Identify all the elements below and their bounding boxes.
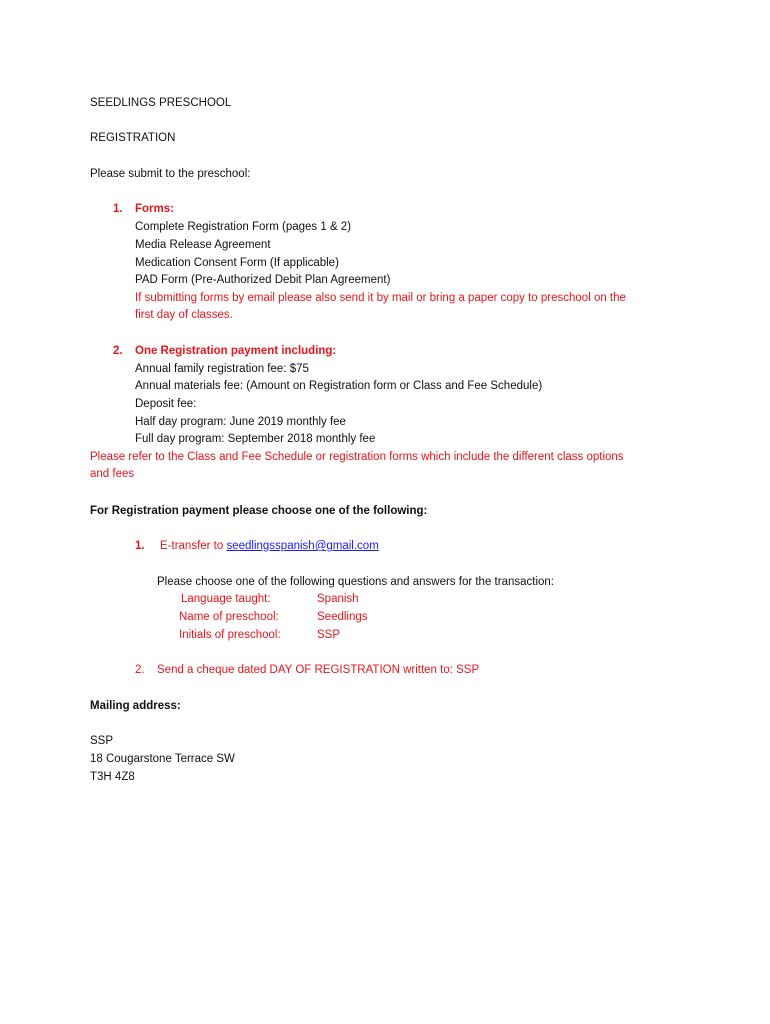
qa-answer: SSP	[317, 629, 341, 641]
email-link[interactable]: seedlingsspanish@gmail.com	[226, 540, 379, 552]
mailing-heading: Mailing address:	[90, 700, 181, 712]
payment-heading: For Registration payment please choose one of the following:	[90, 505, 428, 517]
school-name: SEEDLINGS PRESCHOOL	[90, 97, 232, 109]
qa-question: Language taught:	[181, 593, 271, 605]
section2-note: and fees	[90, 468, 135, 480]
section2-note: Please refer to the Class and Fee Schedule or registration forms which include the different class options	[90, 451, 624, 463]
option1-row	[160, 539, 379, 553]
form-item: Media Release Agreement	[135, 239, 271, 251]
fee-item: Half day program: June 2019 monthly fee	[135, 416, 346, 428]
address-line: 18 Cougarstone Terrace SW	[90, 753, 235, 765]
option1-number: 1.	[135, 540, 145, 552]
qa-question: Initials of preschool:	[179, 629, 281, 641]
section1-heading: Forms:	[135, 203, 174, 215]
section2-heading: One Registration payment including:	[135, 345, 337, 357]
address-line: T3H 4Z8	[90, 771, 135, 783]
section1-note: If submitting forms by email please also send it by mail or bring a paper copy to preschool on the	[135, 292, 626, 304]
form-item: Complete Registration Form (pages 1 & 2)	[135, 221, 352, 233]
fee-item: Full day program: September 2018 monthly fee	[135, 433, 376, 445]
fee-item: Annual family registration fee: $75	[135, 363, 309, 375]
document-title: REGISTRATION	[90, 132, 176, 144]
fee-item: Deposit fee:	[135, 398, 197, 410]
address-line: SSP	[90, 735, 114, 747]
option2-text: Send a cheque dated DAY OF REGISTRATION written to: SSP	[157, 664, 480, 676]
qa-question: Name of preschool:	[179, 611, 279, 623]
fee-item: Annual materials fee: (Amount on Registration form or Class and Fee Schedule)	[135, 380, 543, 392]
option2-number: 2.	[135, 664, 145, 676]
etransfer-instructions: Please choose one of the following questions and answers for the transaction:	[157, 576, 554, 588]
option1-label: E-transfer to	[160, 540, 227, 552]
intro-text: Please submit to the preschool:	[90, 168, 251, 180]
qa-answer: Seedlings	[317, 611, 368, 623]
section1-number: 1.	[113, 203, 123, 215]
section2-number: 2.	[113, 345, 123, 357]
form-item: PAD Form (Pre-Authorized Debit Plan Agreement)	[135, 274, 391, 286]
form-item: Medication Consent Form (If applicable)	[135, 257, 339, 269]
qa-answer: Spanish	[317, 593, 359, 605]
section1-note: first day of classes.	[135, 309, 233, 321]
